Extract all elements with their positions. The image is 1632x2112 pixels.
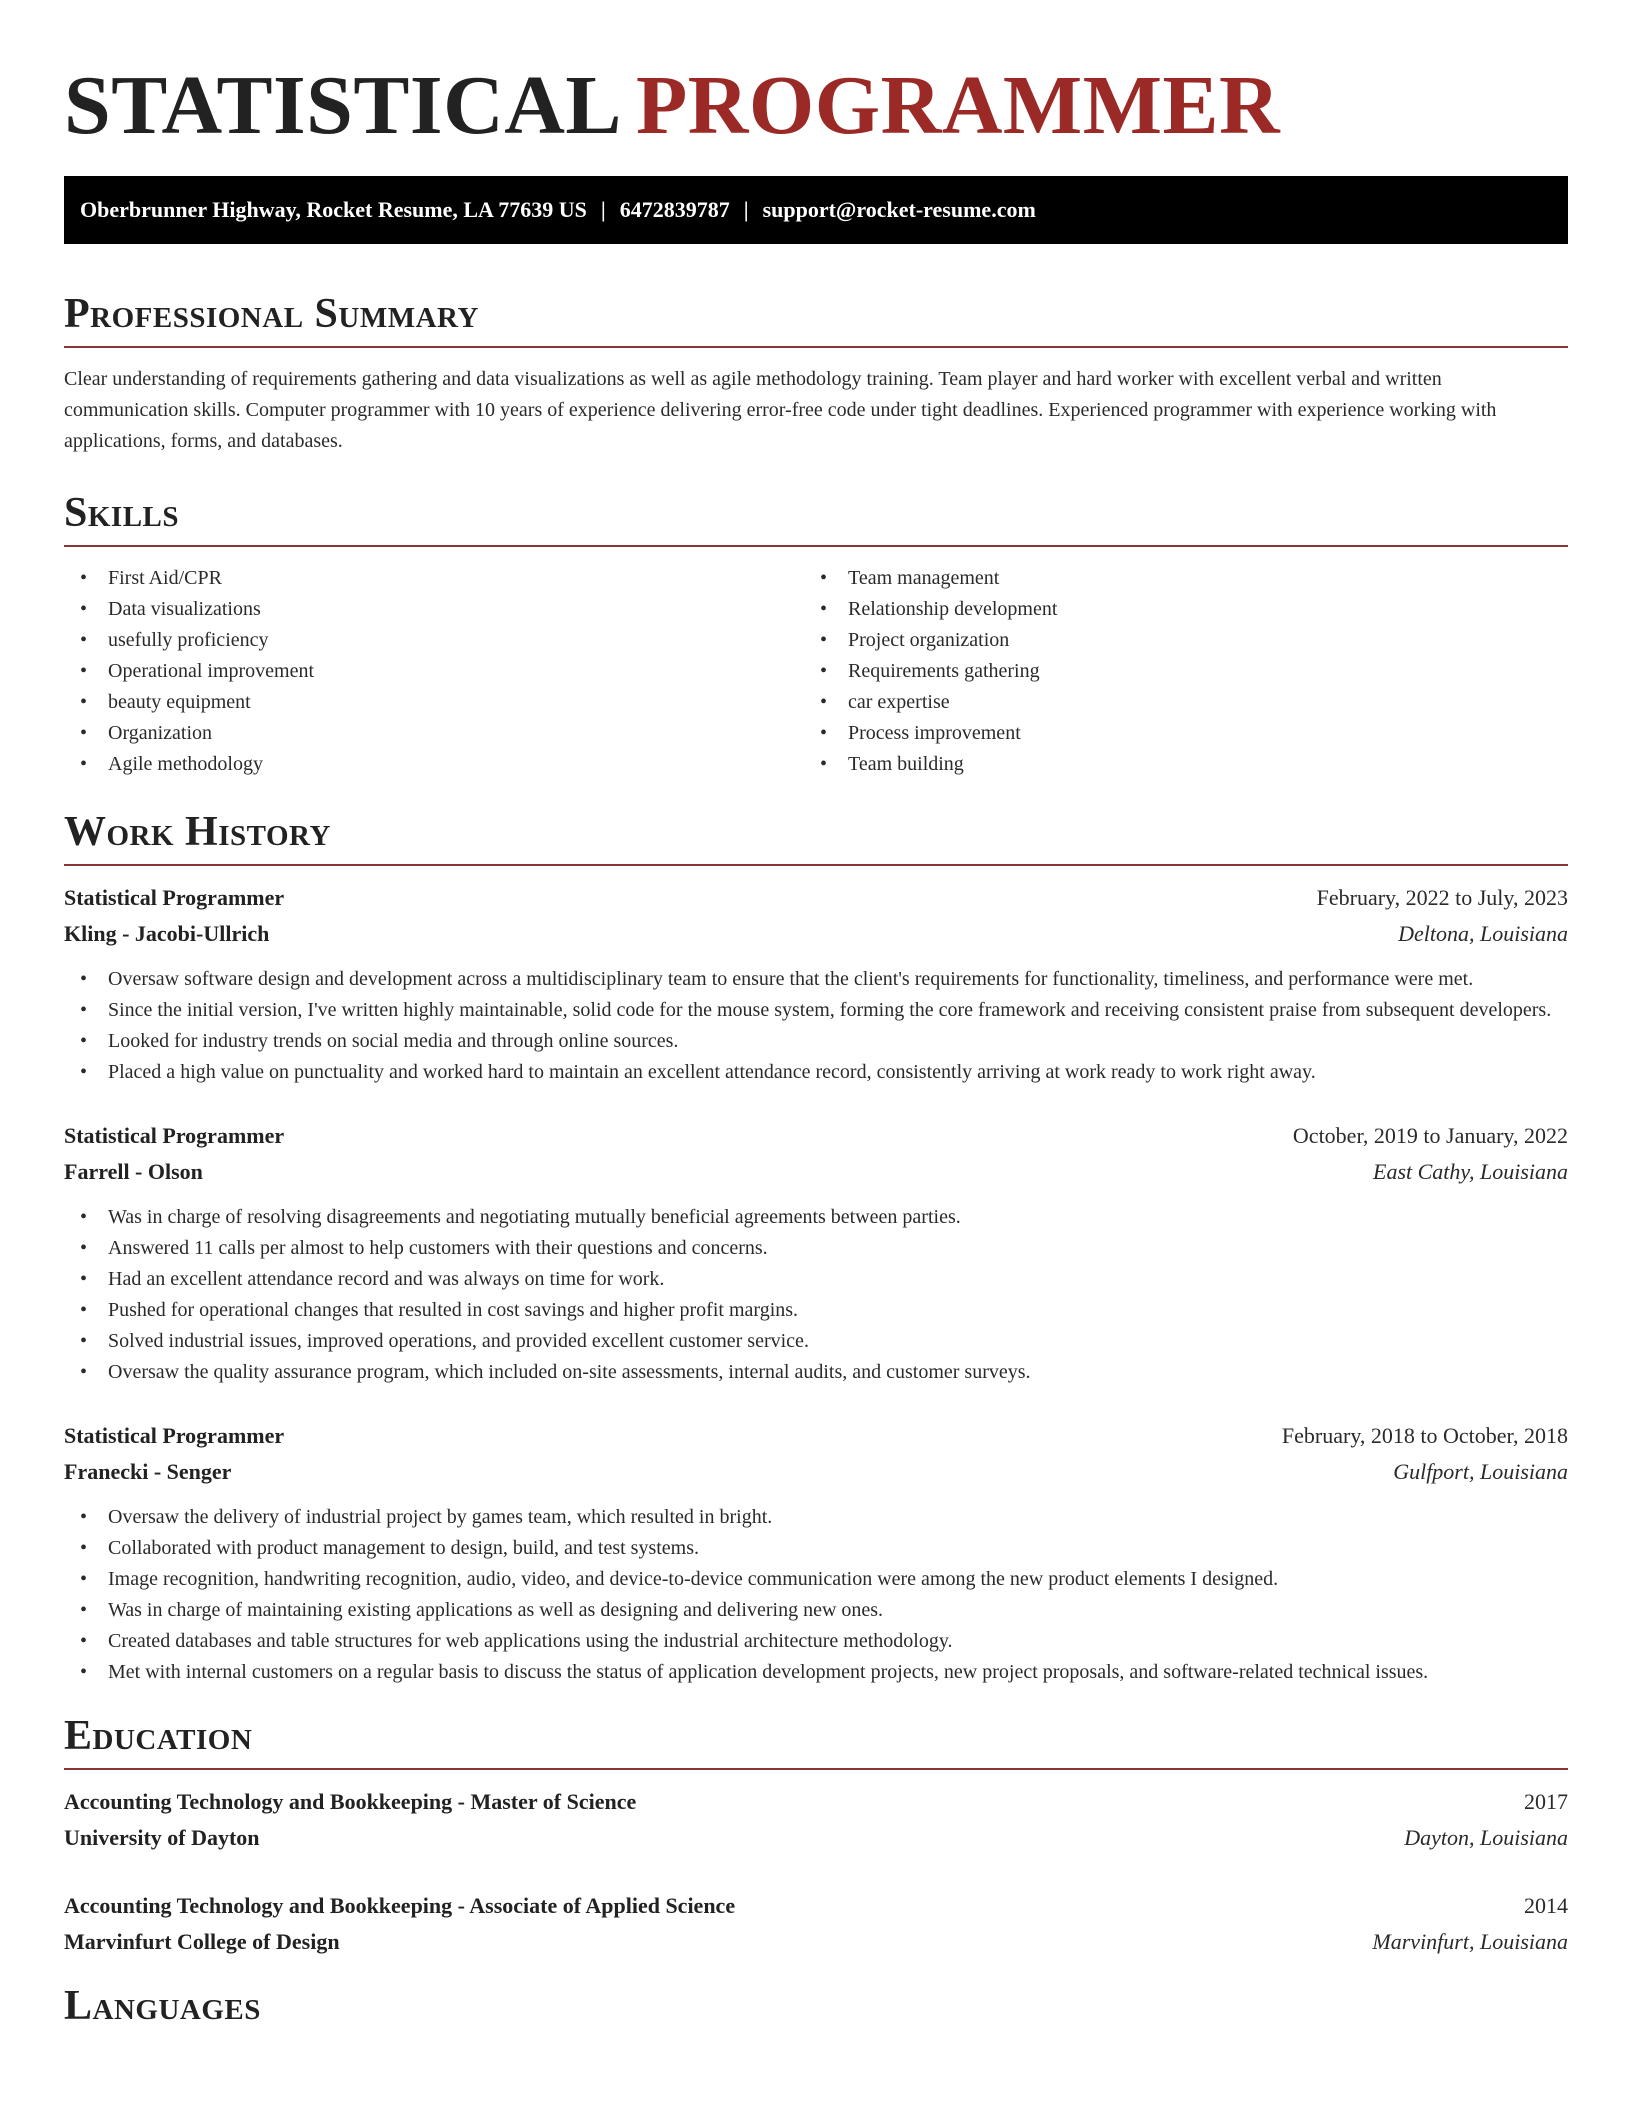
education-location: Dayton, Louisiana [1404, 1825, 1568, 1850]
job-company: Farrell - Olson [64, 1159, 203, 1184]
education-school: Marvinfurt College of Design [64, 1929, 340, 1954]
skill-item: • Project organization [804, 625, 1544, 656]
job-bullet: • Met with internal customers on a regular basis to discuss the status of application development projects, new project proposals, and software-related technical issues. [64, 1657, 1568, 1688]
job-entry [64, 880, 1568, 1088]
skill-item: • beauty equipment [64, 687, 804, 718]
skill-item: • Process improvement [804, 718, 1544, 749]
job-location: Deltona, Louisiana [1398, 921, 1568, 946]
job-company-row [64, 1454, 1568, 1490]
job-dates: February, 2022 to July, 2023 [1316, 885, 1568, 910]
job-company: Kling - Jacobi-Ullrich [64, 921, 270, 946]
skills-column-right [804, 563, 1544, 780]
skill-item: • Team management [804, 563, 1544, 594]
job-bullet: • Collaborated with product management to design, build, and test systems. [64, 1533, 1568, 1564]
job-bullet: • Answered 11 calls per almost to help customers with their questions and concerns. [64, 1233, 1568, 1264]
job-bullet: • Looked for industry trends on social media and through online sources. [64, 1026, 1568, 1057]
resume-page [64, 0, 1568, 2038]
education-year: 2014 [1524, 1893, 1568, 1918]
job-bullets [64, 964, 1568, 1088]
summary-heading: Professional Summary [64, 288, 1568, 348]
job-bullet: • Was in charge of resolving disagreements and negotiating mutually beneficial agreements between parties. [64, 1202, 1568, 1233]
name-first: STATISTICAL [64, 59, 622, 152]
skills-heading: Skills [64, 487, 1568, 547]
skills-grid [64, 563, 1568, 780]
education-school-row [64, 1820, 1568, 1856]
skill-item: • Relationship development [804, 594, 1544, 625]
education-school: University of Dayton [64, 1825, 260, 1850]
contact-phone: 6472839787 [619, 197, 730, 222]
skill-item: • First Aid/CPR [64, 563, 804, 594]
job-bullet: • Placed a high value on punctuality and worked hard to maintain an excellent attendance record, consistently arriving at work ready to work right away. [64, 1057, 1568, 1088]
job-header-row [64, 1418, 1568, 1454]
contact-separator: | [600, 197, 606, 222]
skill-item: • Data visualizations [64, 594, 804, 625]
resume-name [64, 0, 1568, 156]
job-bullet: • Solved industrial issues, improved operations, and provided excellent customer service. [64, 1326, 1568, 1357]
education-entry [64, 1888, 1568, 1960]
job-company-row [64, 916, 1568, 952]
job-location: Gulfport, Louisiana [1393, 1459, 1568, 1484]
job-location: East Cathy, Louisiana [1373, 1159, 1568, 1184]
education-heading: Education [64, 1710, 1568, 1770]
work-history-heading: Work History [64, 806, 1568, 866]
education-location: Marvinfurt, Louisiana [1372, 1929, 1568, 1954]
job-bullet: • Oversaw the quality assurance program, which included on-site assessments, internal audits, and customer surveys. [64, 1357, 1568, 1388]
education-entry [64, 1784, 1568, 1856]
job-bullet: • Since the initial version, I've written highly maintainable, solid code for the mouse system, forming the core framework and receiving consistent praise from subsequent developers. [64, 995, 1568, 1026]
job-entry [64, 1118, 1568, 1388]
education-degree-row [64, 1888, 1568, 1924]
languages-heading: Languages [64, 1983, 261, 2029]
job-company-row [64, 1154, 1568, 1190]
job-bullets [64, 1502, 1568, 1688]
education-degree: Accounting Technology and Bookkeeping - Associate of Applied Science [64, 1893, 736, 1918]
job-dates: February, 2018 to October, 2018 [1281, 1423, 1568, 1448]
job-bullet: • Image recognition, handwriting recognition, audio, video, and device-to-device communication were among the new product elements I designed. [64, 1564, 1568, 1595]
skill-item: • Requirements gathering [804, 656, 1544, 687]
job-bullet: • Pushed for operational changes that resulted in cost savings and higher profit margins. [64, 1295, 1568, 1326]
job-bullet: • Oversaw software design and development across a multidisciplinary team to ensure that the client's requirements for functionality, timeliness, and performance were met. [64, 964, 1568, 995]
name-last: PROGRAMMER [635, 59, 1281, 152]
job-bullet: • Had an excellent attendance record and was always on time for work. [64, 1264, 1568, 1295]
job-company: Franecki - Senger [64, 1459, 232, 1484]
education-year: 2017 [1524, 1789, 1568, 1814]
contact-separator: | [743, 197, 749, 222]
job-title: Statistical Programmer [64, 1423, 285, 1448]
job-header-row [64, 1118, 1568, 1154]
job-title: Statistical Programmer [64, 1123, 285, 1148]
skill-item: • usefully proficiency [64, 625, 804, 656]
job-bullet: • Was in charge of maintaining existing applications as well as designing and delivering new ones. [64, 1595, 1568, 1626]
education-degree: Accounting Technology and Bookkeeping - Master of Science [64, 1789, 637, 1814]
skills-column-left [64, 563, 804, 780]
contact-email[interactable]: support@rocket-resume.com [762, 197, 1036, 222]
summary-text: Clear understanding of requirements gathering and data visualizations as well as agile methodology training. Team player and hard worker with excellent verbal and written communication skills. Computer programmer with 10 years of experience delivering error-free code under tight deadlines. Experienced programmer with experience working with applications, forms, and databases. [64, 368, 1497, 452]
job-dates: October, 2019 to January, 2022 [1292, 1123, 1568, 1148]
job-bullet: • Created databases and table structures for web applications using the industrial architecture methodology. [64, 1626, 1568, 1657]
job-bullet: • Oversaw the delivery of industrial project by games team, which resulted in bright. [64, 1502, 1568, 1533]
skill-item: • Organization [64, 718, 804, 749]
education-school-row [64, 1924, 1568, 1960]
contact-address: Oberbrunner Highway, Rocket Resume, LA 77639 US [80, 197, 587, 222]
job-title: Statistical Programmer [64, 885, 285, 910]
skill-item: • Team building [804, 749, 1544, 780]
job-header-row [64, 880, 1568, 916]
education-degree-row [64, 1784, 1568, 1820]
skill-item: • Agile methodology [64, 749, 804, 780]
skill-item: • car expertise [804, 687, 1544, 718]
job-entry [64, 1418, 1568, 1688]
skill-item: • Operational improvement [64, 656, 804, 687]
contact-bar [64, 176, 1568, 244]
job-bullets [64, 1202, 1568, 1388]
